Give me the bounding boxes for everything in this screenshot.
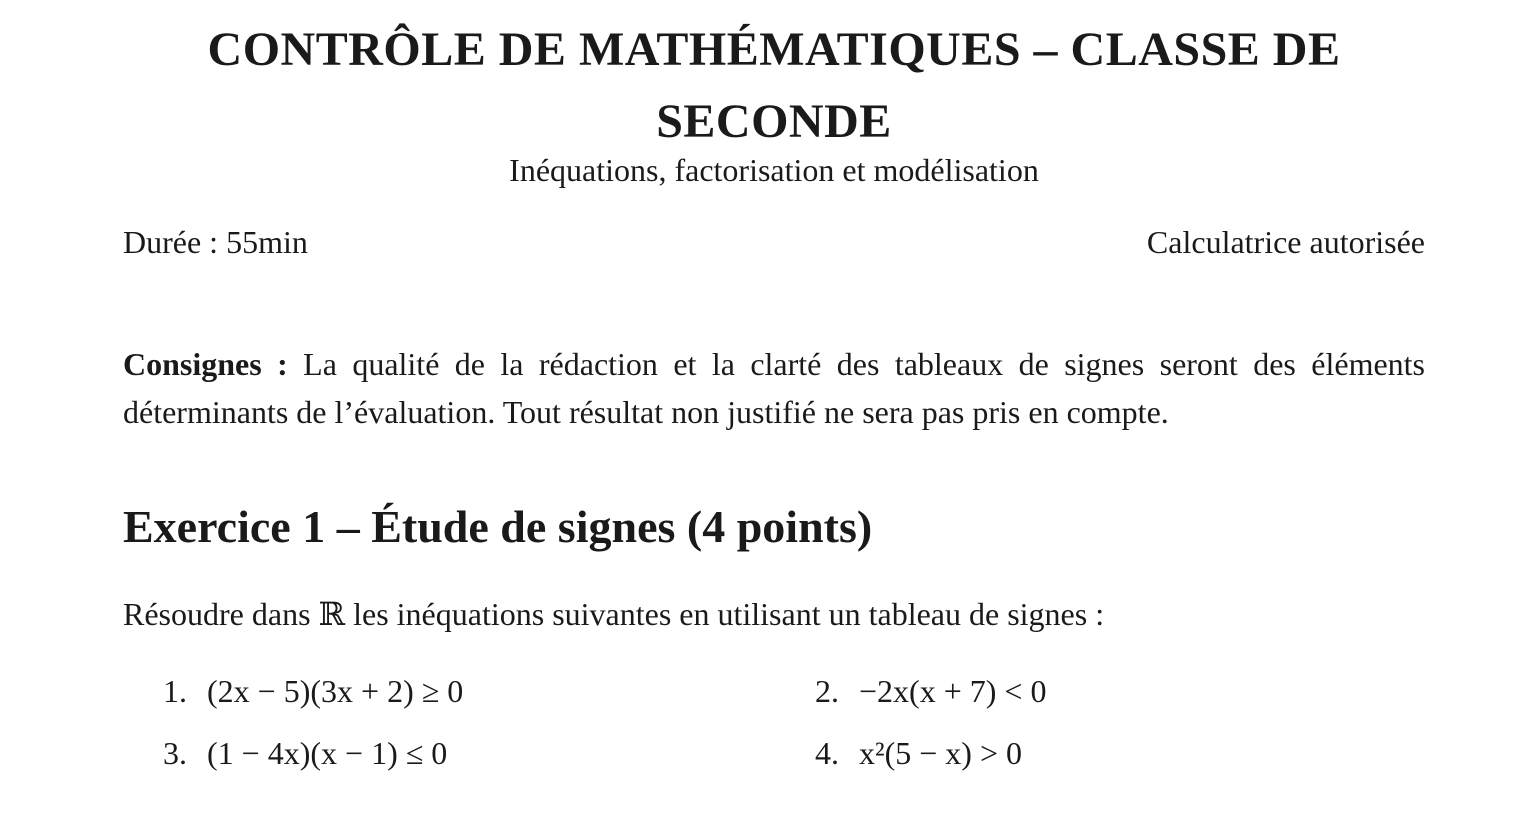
item-expression: (1 − 4x)(x − 1) ≤ 0 [207,735,448,771]
consignes-paragraph [123,340,1425,436]
duration-text: Durée : 55min [123,224,308,260]
inequation-item-2 [815,671,1046,711]
item-number: 4. [815,735,839,771]
exercise-1-title: Exercice 1 – Étude de signes (4 points) [123,501,873,552]
calculator-text: Calculatrice autorisée [1146,224,1425,260]
exam-meta-row [123,222,1425,262]
consignes-text: La qualité de la rédaction et la clarté des tableaux de signes seront des éléments déterminants de l’évaluation. Tout résultat non justifié ne sera pas pris en compte. [123,346,1426,430]
consignes-label: Consignes : [123,346,288,382]
inequation-item-1 [163,671,463,711]
item-number: 2. [815,673,839,709]
inequation-item-3 [163,733,447,773]
exercise-1-instruction: Résoudre dans ℝ les inéquations suivantes en utilisant un tableau de signes : [123,596,1105,632]
exam-title: CONTRÔLE DE MATHÉMATIQUES – CLASSE DE SECONDE [207,23,1341,148]
item-expression: −2x(x + 7) < 0 [859,673,1047,709]
item-expression: (2x − 5)(3x + 2) ≥ 0 [207,673,464,709]
item-number: 1. [163,673,187,709]
inequation-item-4 [815,733,1022,773]
exam-subtitle: Inéquations, factorisation et modélisation [509,152,1039,188]
item-number: 3. [163,735,187,771]
item-expression: x²(5 − x) > 0 [859,735,1022,771]
